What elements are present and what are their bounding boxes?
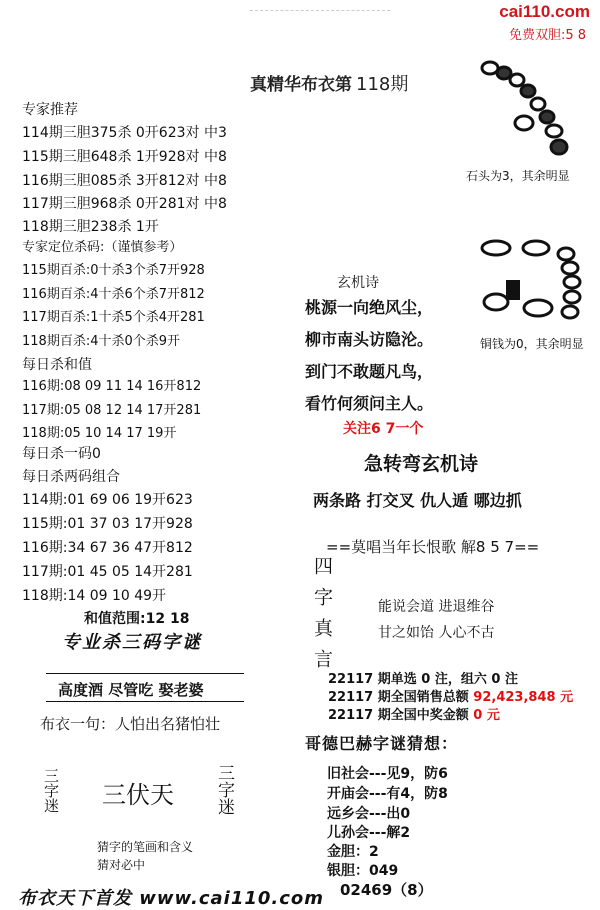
issue-number: 118期 bbox=[356, 74, 409, 95]
stat-value: 0 元 bbox=[473, 708, 500, 723]
site-logo: cai110.com bbox=[499, 2, 590, 21]
list-item: 116期百杀:4十杀6个杀7开812 bbox=[22, 287, 205, 302]
stat-line bbox=[328, 686, 573, 705]
list-item: 114期:01 69 06 19开623 bbox=[22, 492, 193, 508]
list-item: 116期:34 67 36 47开812 bbox=[22, 540, 193, 556]
header-scribble bbox=[250, 10, 390, 19]
song-line: ==莫唱当年长恨歌 解8 5 7== bbox=[326, 538, 540, 556]
stat-line: 22117 期单选 0 注，组六 0 注 bbox=[328, 672, 518, 687]
poem-title: 玄机诗 bbox=[337, 275, 379, 291]
stone-caption: 石头为3，其余明显 bbox=[466, 169, 570, 183]
free-double-label: 免费双胆:5 8 bbox=[508, 28, 586, 43]
coin-caption: 铜钱为0，其余明显 bbox=[480, 337, 584, 351]
list-item: 115期百杀:0十杀3个杀7开928 bbox=[22, 263, 205, 278]
list-item: 117期百杀:1十杀5个杀4开281 bbox=[22, 310, 205, 325]
list-item: 116期三胆085杀 3开812对 中8 bbox=[22, 173, 227, 189]
stat-label: 22117 期全国中奖金额 bbox=[328, 708, 469, 723]
guess-line: 银胆：049 bbox=[327, 863, 399, 879]
center-word: 三伏天 bbox=[102, 781, 174, 809]
stat-label: 22117 期全国销售总额 bbox=[328, 690, 469, 705]
page-title bbox=[250, 70, 408, 96]
guess-line: 02469（8） bbox=[340, 881, 433, 899]
divider bbox=[46, 701, 244, 702]
list-item: 115期:01 37 03 17开928 bbox=[22, 516, 193, 532]
focus-hint: 关注6 7一个 bbox=[343, 421, 424, 437]
expert-title: 专家推荐 bbox=[22, 102, 78, 118]
coins-picture bbox=[478, 236, 588, 330]
stat-value: 92,423,848 元 bbox=[473, 690, 574, 705]
sum-range: 和值范围:12 18 bbox=[84, 611, 190, 627]
right-vertical-label: 三字迷 bbox=[214, 764, 234, 815]
turn-title: 急转弯玄机诗 bbox=[364, 453, 479, 475]
riddle-line: 高度酒 尽管吃 娶老婆 bbox=[58, 681, 204, 699]
list-item: 115期三胆648杀 1开928对 中8 bbox=[22, 149, 227, 165]
kill-one-label: 每日杀一码0 bbox=[22, 446, 101, 462]
sum-title: 每日杀和值 bbox=[22, 357, 92, 373]
hint-line: 猜对必中 bbox=[97, 858, 146, 872]
goedel-title: 哥德巴赫字谜猜想： bbox=[305, 734, 459, 753]
buyi-line: 布衣一句：人怕出名猪怕壮 bbox=[40, 715, 221, 733]
idiom-line: 能说会道 进退维谷 bbox=[378, 599, 495, 615]
idiom-line: 甘之如饴 人心不古 bbox=[378, 625, 495, 641]
position-title: 专家定位杀码:（谨慎参考） bbox=[22, 240, 183, 255]
stat-line bbox=[328, 704, 500, 723]
list-item: 117期:05 08 12 14 17开281 bbox=[22, 403, 202, 418]
list-item: 117期三胆968杀 0开281对 中8 bbox=[22, 196, 227, 212]
title-text: 真精华布衣第 bbox=[250, 75, 352, 95]
bottom-banner: 布衣天下首发 www.cai110.com bbox=[18, 888, 325, 909]
poem-line: 看竹何须问主人。 bbox=[305, 394, 434, 413]
left-vertical-label: 三字迷 bbox=[42, 768, 60, 813]
combo-title: 每日杀两码组合 bbox=[22, 469, 120, 485]
list-item: 114期三胆375杀 0开623对 中3 bbox=[22, 125, 227, 141]
list-item: 118期三胆238杀 1开 bbox=[22, 219, 159, 235]
poem-line: 到门不敢题凡鸟， bbox=[305, 362, 434, 381]
divider bbox=[46, 673, 244, 674]
poem-line: 桃源一向绝风尘， bbox=[305, 298, 434, 317]
guess-line: 旧社会---见9，防6 bbox=[327, 766, 448, 782]
list-item: 116期:08 09 11 14 16开812 bbox=[22, 379, 202, 394]
riddle-title: 专业杀三码字谜 bbox=[62, 632, 202, 653]
stones-picture bbox=[470, 60, 580, 165]
hint-line: 猜字的笔画和含义 bbox=[97, 840, 194, 854]
four-char-label: 四字真言 bbox=[311, 556, 333, 680]
poem-line: 柳市南头访隐沦。 bbox=[305, 330, 434, 349]
guess-line: 开庙会---有4，防8 bbox=[327, 786, 448, 802]
guess-line: 儿孙会---解2 bbox=[327, 825, 411, 841]
list-item: 118期百杀:4十杀0个杀9开 bbox=[22, 334, 181, 349]
list-item: 118期:14 09 10 49开 bbox=[22, 588, 167, 604]
list-item: 118期:05 10 14 17 19开 bbox=[22, 426, 177, 441]
turn-line: 两条路 打交叉 仇人遁 哪边抓 bbox=[313, 491, 522, 510]
list-item: 117期:01 45 05 14开281 bbox=[22, 564, 193, 580]
guess-line: 金胆：2 bbox=[327, 844, 379, 860]
guess-line: 远乡会---出0 bbox=[327, 806, 411, 822]
